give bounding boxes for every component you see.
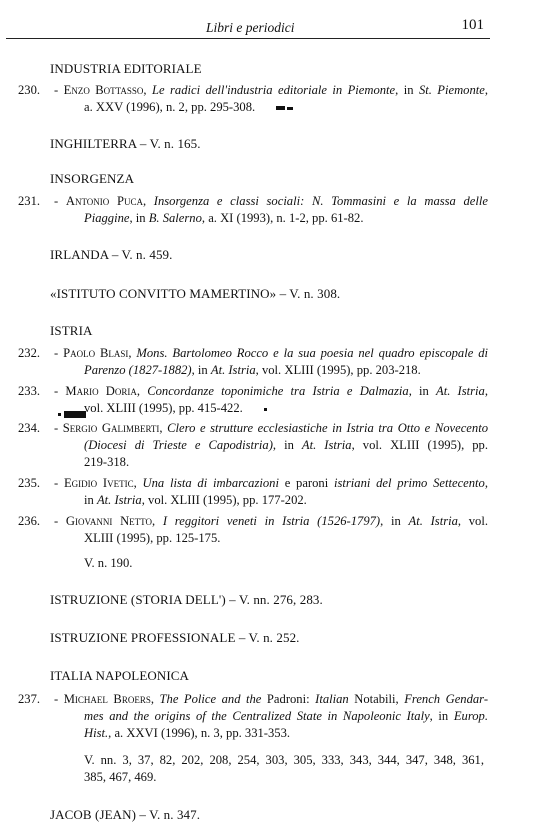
entry-first-line: - Mario Doria, Concordanze toponimiche tra Istria e Dalmazia, in At. Istria,: [54, 384, 488, 398]
entry-journal: St. Piemonte: [418, 83, 485, 97]
entry-continuation: XLIII (1995), pp. 125-175.: [84, 531, 221, 545]
entry-234: [18, 420, 488, 471]
entry-author: Michael Broers: [63, 692, 151, 706]
entry-number: 237.: [18, 692, 41, 706]
heading-italia-napoleonica: ITALIA NAPOLEONICA: [50, 668, 190, 683]
ink-blot: [276, 99, 293, 116]
entry-journal: B. Salerno: [148, 211, 202, 225]
entry-author: Egidio Ivetic: [63, 476, 134, 490]
entry-author: Mario Doria: [65, 384, 137, 398]
entry-title: Clero e strutture ecclesiastiche in Istria tra Otto e Novecento: [167, 421, 488, 435]
entry-236: [18, 513, 488, 547]
entry-number: 234.: [18, 421, 41, 435]
heading-irlanda: IRLANDA – V. n. 459.: [50, 247, 173, 262]
entry-continuation: (Diocesi di Trieste e Capodistria), in At. Istria, vol. XLIII (1995), pp.: [84, 438, 489, 452]
entry-first-line: - Michael Broers, The Police and the Padroni: Italian Notabili, French Gendar-: [54, 692, 489, 706]
entry-journal: At. Istria: [96, 493, 142, 507]
cross-reference-note: V. nn. 3, 37, 82, 202, 208, 254, 303, 305, 333, 343, 344, 347, 348, 361, 385, 467, 469.: [84, 753, 484, 784]
heading-insorgenza: INSORGENZA: [50, 171, 135, 186]
heading-jacob-jean: JACOB (JEAN) – V. n. 347.: [50, 807, 201, 822]
entry-title: Le radici dell'industria editoriale in Piemonte: [152, 83, 396, 97]
entry-first-line: - Egidio Ivetic, Una lista di imbarcazioni e paroni istriani del primo Settecento,: [54, 476, 489, 490]
entry-number: 233.: [18, 384, 41, 398]
entry-first-line: - Paolo Blasi, Mons. Bartolomeo Rocco e la sua poesia nel quadro episcopale di: [54, 346, 488, 360]
entry-number: 230.: [18, 83, 41, 97]
entry-journal: Europ.: [453, 709, 488, 723]
entry-title: Insorgenza e classi sociali: N. Tommasini e la massa delle: [153, 194, 488, 208]
entry-journal: At. Istria: [408, 514, 458, 528]
running-header: [6, 16, 490, 39]
heading-inghilterra: INGHILTERRA – V. n. 165.: [50, 136, 201, 151]
entry-number: 231.: [18, 194, 41, 208]
entry-continuation: a. XXV (1996), n. 2, pp. 295-308.: [84, 99, 488, 116]
entry-journal: At. Istria: [210, 363, 256, 377]
entry-continuation: Piaggine, in B. Salerno, a. XI (1993), n. 1-2, pp. 61-82.: [84, 211, 364, 225]
heading-istruzione-storia: ISTRUZIONE (STORIA DELL') – V. nn. 276, 283.: [50, 592, 323, 607]
entry-journal: At. Istria: [301, 438, 352, 452]
heading-industria-editoriale: INDUSTRIA EDITORIALE: [50, 61, 202, 76]
entry-author: Enzo Bottasso: [63, 83, 144, 97]
entry-first-line: - Sergio Galimberti, Clero e strutture ecclesiastiche in Istria tra Otto e Novecento: [54, 421, 488, 435]
entry-author: Paolo Blasi: [63, 346, 129, 360]
entry-230: [18, 82, 488, 116]
entry-232: [18, 345, 488, 379]
entry-233: [18, 383, 488, 417]
entry-235: [18, 475, 488, 509]
entry-author: Antonio Puca: [65, 194, 143, 208]
entry-title: Una lista di imbarcazioni: [142, 476, 279, 490]
entry-number: 232.: [18, 346, 41, 360]
entry-title: Concordanze toponimiche tra Istria e Dalmazia: [147, 384, 409, 398]
entry-continuation: mes and the origins of the Centralized State in Napoleonic Italy, in Europ.: [84, 709, 488, 723]
entry-first-line: - Enzo Bottasso, Le radici dell'industria editoriale in Piemonte, in St. Piemonte,: [54, 83, 489, 97]
cross-reference-note: V. n. 190.: [84, 556, 133, 570]
heading-istituto-convitto-mamertino: «ISTITUTO CONVITTO MAMERTINO» – V. n. 308.: [50, 286, 341, 301]
entry-continuation: 219-318.: [84, 455, 130, 469]
heading-istruzione-professionale: ISTRUZIONE PROFESSIONALE – V. n. 252.: [50, 630, 300, 645]
entry-journal: At. Istria: [436, 384, 485, 398]
page-number: 101: [461, 17, 484, 33]
entry-author: Sergio Galimberti: [62, 421, 160, 435]
entry-title: The Police and the: [159, 692, 262, 706]
entry-number: 236.: [18, 514, 41, 528]
entry-title: I reggitori veneti in Istria (1526-1797): [162, 514, 381, 528]
entry-231: [18, 193, 488, 227]
entry-first-line: - Antonio Puca, Insorgenza e classi sociali: N. Tommasini e la massa delle: [54, 194, 488, 208]
entry-237: [18, 691, 488, 742]
entry-continuation: vol. XLIII (1995), pp. 415-422.: [84, 400, 488, 417]
heading-istria: ISTRIA: [50, 323, 93, 338]
entry-number: 235.: [18, 476, 41, 490]
entry-continuation: Hist., a. XXVI (1996), n. 3, pp. 331-353.: [84, 726, 291, 740]
entry-continuation: in At. Istria, vol. XLIII (1995), pp. 177-202.: [84, 493, 307, 507]
entry-first-line: - Giovanni Netto, I reggitori veneti in Istria (1526-1797), in At. Istria, vol.: [54, 514, 489, 528]
entry-author: Giovanni Netto: [65, 514, 152, 528]
entry-title: Mons. Bartolomeo Rocco e la sua poesia nel quadro episcopale di: [136, 346, 488, 360]
running-title: Libri e periodici: [206, 20, 295, 35]
entry-continuation: Parenzo (1827-1882), in At. Istria, vol. XLIII (1995), pp. 203-218.: [84, 363, 421, 377]
ink-blot: [264, 408, 267, 411]
